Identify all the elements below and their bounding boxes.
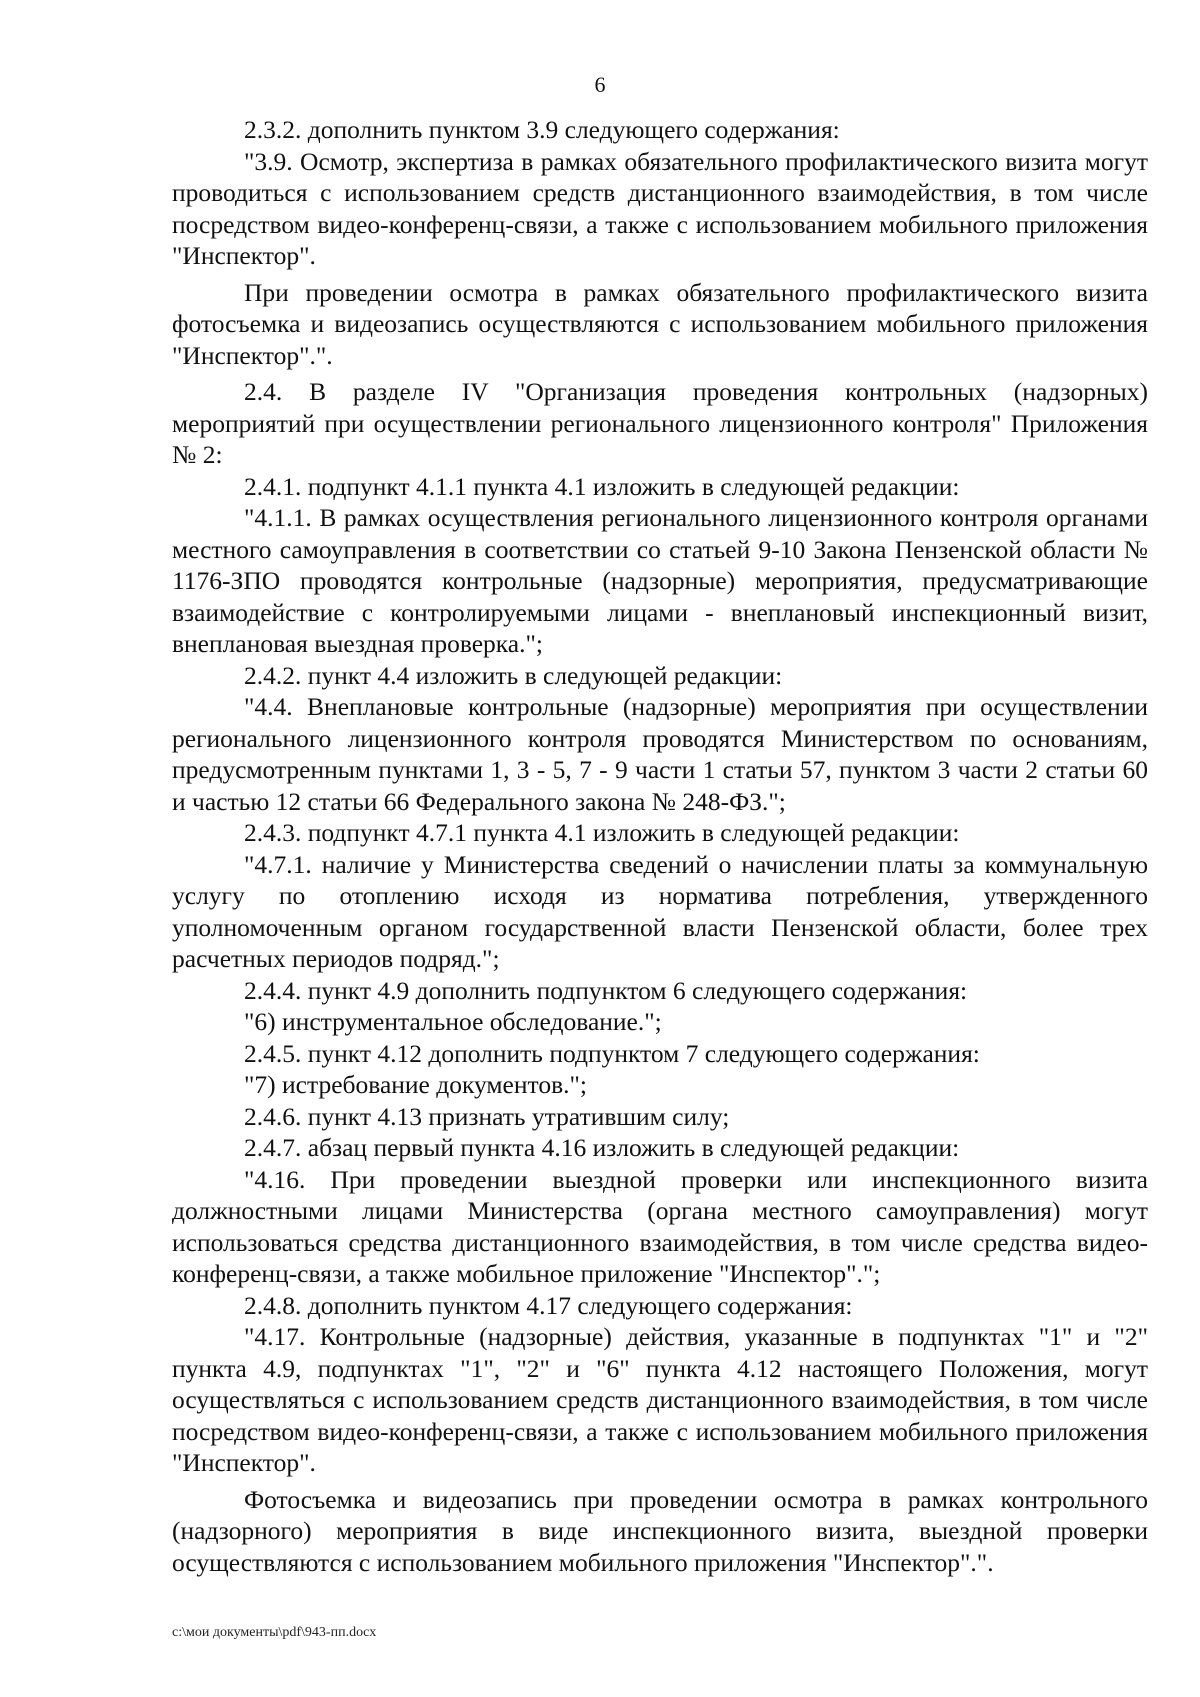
paragraph: 2.4.5. пункт 4.12 дополнить подпунктом 7 следующего содержания: xyxy=(244,1038,980,1068)
paragraph: "6) инструментальное обследование."; xyxy=(244,1007,662,1036)
paragraph: "4.4. Внеплановые контрольные (надзорные) мероприятия при осуществлении регионального лицензионного контроля проводятся Министерством по основаниям, предусмотренным пунктами 1, 3 - 5, 7 - 9 части 1 статьи 57, пунктом 3 части 2 статьи 60 и частью 12 статьи 66 Федерального закона № 248-ФЗ."; xyxy=(172,692,1148,816)
paragraph: 2.4.3. подпункт 4.7.1 пункта 4.1 изложить в следующей редакции: xyxy=(244,818,960,847)
paragraph: "4.7.1. наличие у Министерства сведений о начислении платы за коммунальную услугу по отоплению исходя из норматива потребления, утвержденного уполномоченным органом государственной власти Пензенской области, более трех расчетных периодов подряд."; xyxy=(172,849,1148,973)
paragraph: "4.17. Контрольные (надзорные) действия, указанные в подпунктах "1" и "2" пункта 4.9, подпунктах "1", "2" и "6" пункта 4.12 настоящего Положения, могут осуществляться с использованием средств дистанционного взаимодействия, в том числе посредством видео-конференц-связи, а также с использованием мобильного приложения "Инспектор". xyxy=(172,1322,1148,1477)
paragraph: "7) истребование документов."; xyxy=(244,1070,587,1099)
paragraph: 2.4.8. дополнить пунктом 4.17 следующего содержания: xyxy=(244,1290,853,1320)
paragraph: 2.4.1. подпункт 4.1.1 пункта 4.1 изложить в следующей редакции: xyxy=(244,471,960,501)
page-number: 6 xyxy=(594,72,606,97)
paragraph: "3.9. Осмотр, экспертиза в рамках обязательного профилактического визита могут проводиться с использованием средств дистанционного взаимодействия, в том числе посредством видео-конференц-связи, а также с использованием мобильного приложения "Инспектор". xyxy=(172,146,1148,270)
paragraph: 2.4. В разделе IV "Организация проведения контрольных (надзорных) мероприятий при осуществлении регионального лицензионного контроля" Приложения № 2: xyxy=(172,377,1148,469)
paragraph: "4.16. При проведении выездной проверки или инспекционного визита должностными лицами Министерства (органа местного самоуправления) могут использоваться средства дистанционного взаимодействия, в том числе средства видео-конференц-связи, а также мобильное приложение "Инспектор"."; xyxy=(172,1164,1148,1288)
paragraph: Фотосъемка и видеозапись при проведении осмотра в рамках контрольного (надзорного) мероприятия в виде инспекционного визита, выездной проверки осуществляются с использованием мобильного приложения "Инспектор".". xyxy=(172,1484,1148,1577)
paragraph: "4.1.1. В рамках осуществления регионального лицензионного контроля органами местного самоуправления в соответствии со статьей 9-10 Закона Пензенской области № 1176-ЗПО проводятся контрольные (надзорные) мероприятия, предусматривающие взаимодействие с контролируемыми лицами - внеплановый инспекционный визит, внеплановая выездная проверка."; xyxy=(172,503,1148,658)
paragraph: 2.4.6. пункт 4.13 признать утратившим силу; xyxy=(244,1101,730,1131)
document-body xyxy=(172,114,1148,1578)
paragraph: 2.4.4. пункт 4.9 дополнить подпунктом 6 следующего содержания: xyxy=(244,975,968,1005)
footer-file-path: c:\мои документы\pdf\943-пп.docx xyxy=(172,1625,377,1640)
paragraph: 2.4.7. абзац первый пункта 4.16 изложить в следующей редакции: xyxy=(244,1133,960,1162)
paragraph: 2.4.2. пункт 4.4 изложить в следующей редакции: xyxy=(244,660,783,690)
paragraph: 2.3.2. дополнить пунктом 3.9 следующего содержания: xyxy=(244,115,840,144)
paragraph: При проведении осмотра в рамках обязательного профилактического визита фотосъемка и видеозапись осуществляются с использованием мобильного приложения "Инспектор".". xyxy=(172,277,1148,370)
